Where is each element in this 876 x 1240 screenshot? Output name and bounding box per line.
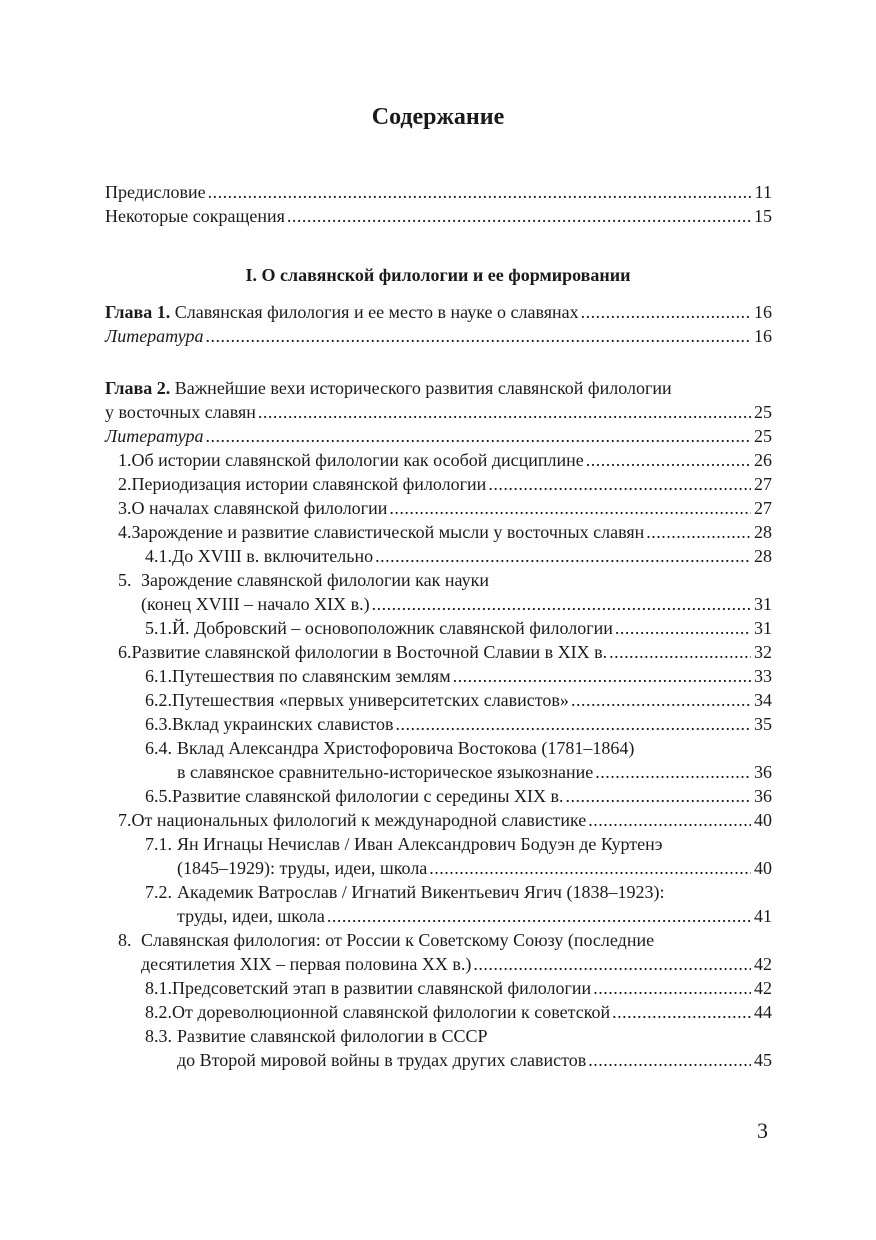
chapter-title: Славянская филология и ее место в науке о славянах [174,302,579,322]
toc-entry-text: Вклад украинских славистов [172,714,394,734]
toc-page-number: 27 [754,498,772,518]
leader-dots [327,904,751,928]
toc-entry-text: До XVIII в. включительно [172,546,374,566]
toc-page-number: 34 [754,690,772,710]
leader-dots [609,640,751,664]
toc-entry-6-3[interactable] [105,712,772,736]
toc-page-number: 25 [754,426,772,446]
chapter-label: Глава 2. [105,378,171,398]
toc-entry-7-2-line1[interactable] [105,880,772,904]
toc-entry-8-3[interactable] [105,1048,772,1072]
toc-page-number: 42 [754,954,772,974]
toc-chapter-2 [105,376,772,1072]
toc-page-number: 45 [754,1050,772,1070]
toc-entry-7-1[interactable] [105,856,772,880]
toc-entry-number: 5.1. [145,618,172,638]
toc-page-number: 40 [754,858,772,878]
toc-entry-text: Зарождение и развитие славистической мысли у восточных славян [131,522,645,542]
toc-entry-text: Академик Ватрослав / Игнатий Викентьевич Ягич (1838–1923): [177,882,665,902]
toc-entry-8-2[interactable] [105,1000,772,1024]
leader-dots [615,616,751,640]
toc-page-number: 44 [754,1002,772,1022]
toc-entry-6[interactable] [105,640,772,664]
toc-page-number: 41 [754,906,772,926]
leader-dots [389,496,751,520]
toc-entry-text: Развитие славянской филологии в Восточной Славии в XIX в. [131,642,608,662]
toc-entry-text: От дореволюционной славянской филологии к советской [172,1002,611,1022]
toc-page-number: 42 [754,978,772,998]
leader-dots [646,520,751,544]
toc-entry-8[interactable] [105,952,772,976]
toc-entry-7-1-line1[interactable] [105,832,772,856]
toc-entry-8-1[interactable] [105,976,772,1000]
toc-entry-7-2[interactable] [105,904,772,928]
toc-entry-5[interactable] [105,592,772,616]
leader-dots [287,204,751,228]
toc-entry-text: Й. Добровский – основоположник славянской филологии [172,618,613,638]
toc-entry-number: 8.3. [145,1026,172,1046]
toc-entry-text: Предисловие [105,182,206,202]
toc-entry-number: 2. [118,474,132,494]
toc-entry-8-line1[interactable] [105,928,772,952]
toc-page-number: 28 [754,546,772,566]
toc-entry-text: у восточных славян [105,402,256,422]
toc-entry-7[interactable] [105,808,772,832]
chapter-label: Глава 1. [105,302,171,322]
toc-entry-chapter-2-line1[interactable] [105,376,772,400]
toc-page-number: 11 [754,182,772,202]
toc-entry-3[interactable] [105,496,772,520]
toc-entry-text: труды, идеи, школа [177,906,325,926]
toc-entry-number: 7.2. [145,882,172,902]
toc-page-number: 32 [754,642,772,662]
leader-dots [593,976,751,1000]
toc-entry-text: Зарождение славянской филологии как науки [141,570,489,590]
toc-entry-6-5[interactable] [105,784,772,808]
leader-dots [395,712,751,736]
toc-page-number: 28 [754,522,772,542]
toc-entry-chapter-2[interactable] [105,400,772,424]
toc-entry-literature-1[interactable] [105,324,772,348]
leader-dots [205,424,751,448]
toc-entry-number: 8.2. [145,1002,172,1022]
toc-entry-number: 6.3. [145,714,172,734]
leader-dots [571,688,751,712]
toc-entry-number: 7. [118,810,132,830]
toc-entry-number: 6.2. [145,690,172,710]
toc-entry-number: 6.1. [145,666,172,686]
toc-entry-text: Славянская филология: от России к Советскому Союзу (последние [141,930,655,950]
leader-dots [208,180,752,204]
toc-entry-5-1[interactable] [105,616,772,640]
toc-entry-text: Путешествия «первых университетских славистов» [172,690,569,710]
toc-page-number: 15 [754,206,772,226]
toc-entry-1[interactable] [105,448,772,472]
toc-entry-chapter-1[interactable] [105,300,772,324]
toc-entry-number: 5. [118,570,132,590]
toc-page-number: 31 [754,594,772,614]
toc-entry-text: Путешествия по славянским землям [172,666,451,686]
leader-dots [258,400,751,424]
toc-entry-6-2[interactable] [105,688,772,712]
toc-entry-5-line1[interactable] [105,568,772,592]
leader-dots [488,472,751,496]
toc-entry-text: Развитие славянской филологии с середины XIX в. [172,786,564,806]
toc-entry-text: Вклад Александра Христофоровича Востокова (1781–1864) [177,738,635,758]
toc-entry-6-1[interactable] [105,664,772,688]
leader-dots [375,544,751,568]
toc-entry-text: Литература [105,426,204,446]
toc-entry-text: Ян Игнацы Нечислав / Иван Александрович Бодуэн де Куртенэ [177,834,663,854]
toc-entry-text: О началах славянской филологии [131,498,388,518]
toc-entry-number: 8.1. [145,978,172,998]
leader-dots [372,592,751,616]
page-number: 3 [757,1118,768,1143]
toc-entry-text: (конец XVIII – начало XIX в.) [141,594,370,614]
toc-page-number: 16 [754,302,772,322]
toc-entry-text [105,300,579,324]
toc-page-number: 16 [754,326,772,346]
toc-page-number: 27 [754,474,772,494]
leader-dots [453,664,751,688]
toc-entry-number: 8. [118,930,132,950]
leader-dots [588,808,751,832]
toc-entry-text: Предсоветский этап в развитии славянской филологии [172,978,592,998]
toc-page-number: 40 [754,810,772,830]
section-title: I. О славянской филологии и ее формировании [245,265,631,285]
toc-page-number: 25 [754,402,772,422]
leader-dots [565,784,751,808]
toc-entry-text: Развитие славянской филологии в СССР [177,1026,488,1046]
toc-entry-2[interactable] [105,472,772,496]
toc-entry-number: 3. [118,498,132,518]
leader-dots [586,448,751,472]
toc-entry-number: 6.4. [145,738,172,758]
toc-page-number: 26 [754,450,772,470]
toc-entry-abbreviations[interactable] [105,204,772,228]
toc-entry-text: Некоторые сокращения [105,206,285,226]
toc-entry-8-3-line1[interactable] [105,1024,772,1048]
toc-entry-number: 7.1. [145,834,172,854]
toc-entry-number: 6.5. [145,786,172,806]
toc-entry-number: 4. [118,522,132,542]
leader-dots [429,856,751,880]
toc-entry-text: Литература [105,326,204,346]
toc-entry-text: в славянское сравнительно-историческое языкознание [177,762,594,782]
toc-entry-literature-2[interactable] [105,424,772,448]
toc-entry-text: (1845–1929): труды, идеи, школа [177,858,428,878]
toc-entry-text: до Второй мировой войны в трудах других славистов [177,1050,587,1070]
toc-chapter-1 [105,300,772,348]
leader-dots [205,324,751,348]
leader-dots [595,760,751,784]
leader-dots [588,1048,751,1072]
toc-front-matter [105,180,772,228]
leader-dots [473,952,751,976]
toc-page-number: 36 [754,762,772,782]
toc-page-number: 31 [754,618,772,638]
toc-entry-text: десятилетия XIX – первая половина XX в.) [141,954,472,974]
toc-entry-6-4-line1[interactable] [105,736,772,760]
toc-entry-number: 4.1. [145,546,172,566]
toc-entry-4-1[interactable] [105,544,772,568]
toc-entry-4[interactable] [105,520,772,544]
chapter-title: Важнейшие вехи исторического развития славянской филологии [174,378,672,398]
toc-entry-text: От национальных филологий к международной славистике [131,810,587,830]
toc-page-number: 33 [754,666,772,686]
toc-entry-number: 6. [118,642,132,662]
toc-page-number: 36 [754,786,772,806]
toc-entry-6-4[interactable] [105,760,772,784]
toc-entry-preface[interactable] [105,180,772,204]
toc-entry-number: 1. [118,450,132,470]
toc-entry-text: Об истории славянской филологии как особой дисциплине [131,450,584,470]
toc-page-number: 35 [754,714,772,734]
leader-dots [581,300,751,324]
page-title: Содержание [371,104,505,130]
toc-entry-text: Периодизация истории славянской филологии [131,474,487,494]
leader-dots [612,1000,751,1024]
